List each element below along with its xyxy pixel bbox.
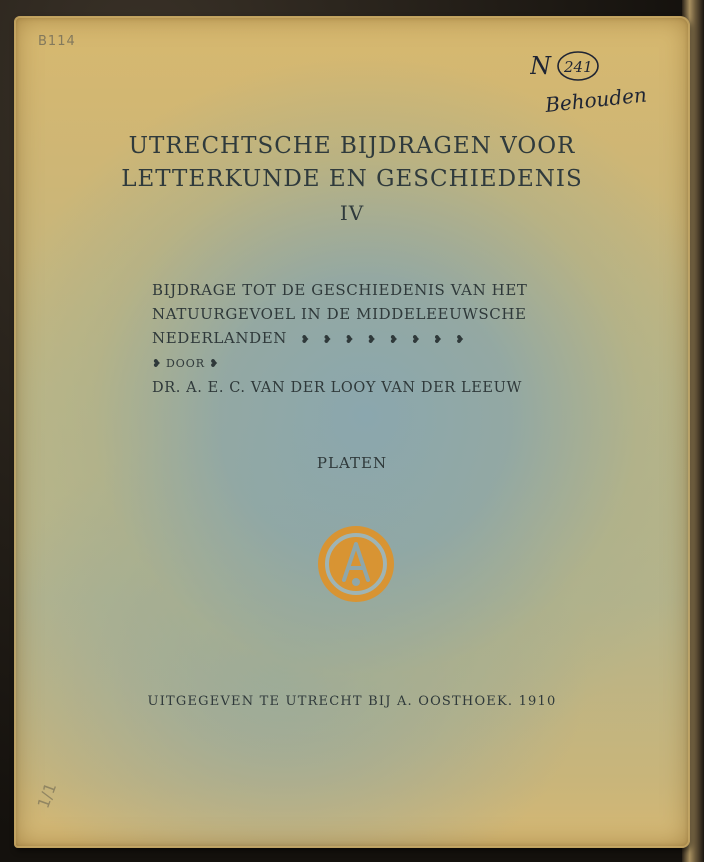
pencil-note-top-left: B114 — [38, 34, 76, 49]
ornament-row-icon: ❥ ❥ ❥ ❥ ❥ ❥ ❥ ❥ — [292, 333, 466, 346]
work-title-line-1: BIJDRAGE TOT DE GESCHIEDENIS VAN HET — [152, 281, 528, 299]
publisher-logo-icon — [316, 524, 396, 604]
handwritten-letter: N — [530, 52, 551, 80]
by-line — [152, 352, 552, 376]
work-title-line-2: NATUURGEVOEL IN DE MIDDELEEUWSCHE — [152, 305, 527, 323]
handwritten-number: 241 — [564, 58, 593, 76]
series-heading — [14, 130, 690, 228]
booklet-cover — [14, 16, 690, 848]
by-label: DOOR — [165, 357, 206, 370]
work-title-line-3: NEDERLANDEN ❥ ❥ ❥ ❥ ❥ ❥ ❥ ❥ — [152, 329, 466, 347]
ornament-right-icon: ❥ — [209, 357, 220, 370]
ornament-left-icon: ❥ — [152, 357, 162, 370]
author-name: DR. A. E. C. VAN DER LOOY VAN DER LEEUW — [152, 380, 522, 396]
pencil-note-bottom-left: 1/1 — [33, 780, 61, 811]
handwritten-note: Behouden — [544, 82, 648, 117]
volume-number: IV — [339, 201, 365, 225]
work-title-block — [152, 278, 564, 400]
series-title: UTRECHTSCHE BIJDRAGEN VOOR LETTERKUNDE EN GESCHIEDENIS — [121, 133, 583, 192]
section-label: PLATEN — [316, 454, 388, 472]
publisher-imprint: UITGEGEVEN TE UTRECHT BIJ A. OOSTHOEK. 1910 — [147, 694, 557, 709]
handwritten-annotation — [530, 46, 680, 136]
